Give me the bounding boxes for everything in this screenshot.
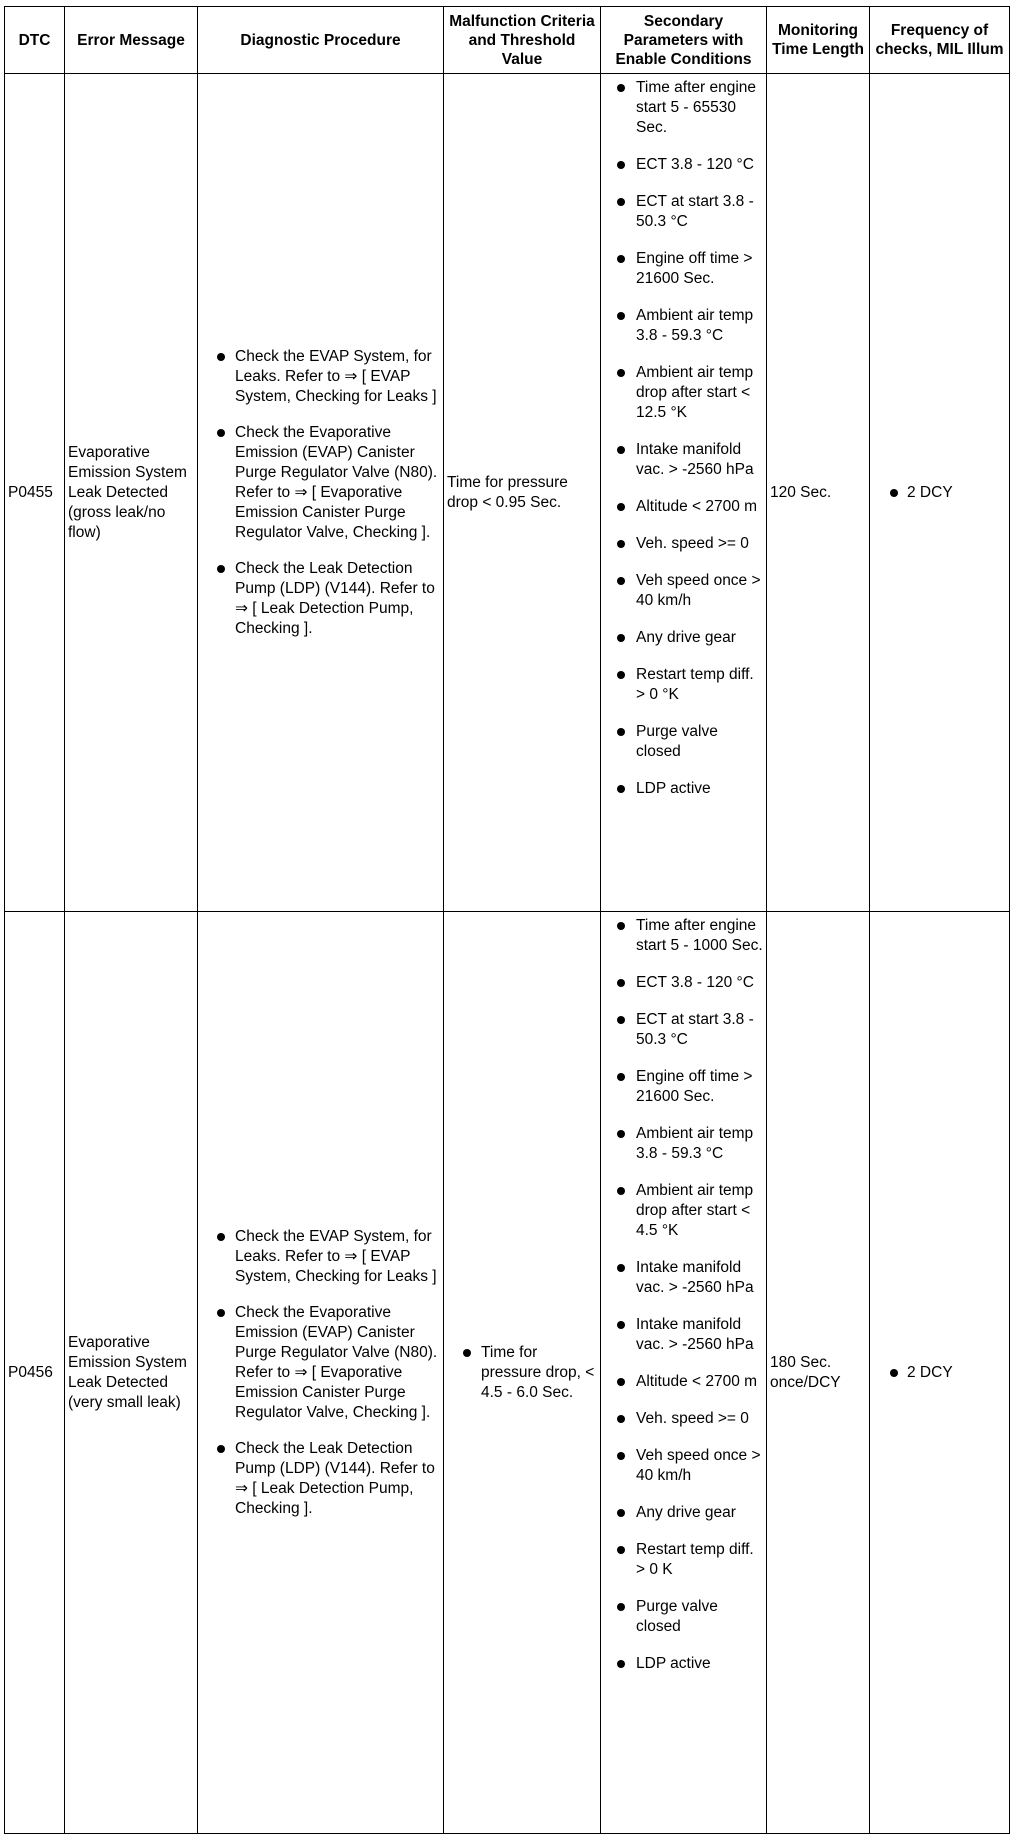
list-item: Veh speed once > 40 km/h [604, 1446, 763, 1486]
list-item: Any drive gear [604, 628, 763, 648]
diagnostic-procedure-list [201, 347, 440, 639]
diagnostic-procedure-list [201, 1227, 440, 1519]
diagnostic-procedure-cell [198, 912, 444, 1834]
list-item: Time for pressure drop < 0.95 Sec. [447, 473, 568, 511]
malfunction-criteria-cell [444, 74, 601, 912]
list-item: Restart temp diff. > 0 K [604, 1540, 763, 1580]
list-item: Veh speed once > 40 km/h [604, 571, 763, 611]
list-item: Check the Leak Detection Pump (LDP) (V144). Refer to ⇒ [ Leak Detection Pump, Checking ]. [201, 559, 440, 639]
list-item: Ambient air temp drop after start < 4.5 °K [604, 1181, 763, 1241]
diagnostic-procedure-cell [198, 74, 444, 912]
list-item: Time for pressure drop, < 4.5 - 6.0 Sec. [447, 1343, 597, 1403]
list-item: Check the EVAP System, for Leaks. Refer to ⇒ [ EVAP System, Checking for Leaks ] [201, 347, 440, 407]
list-item: Altitude < 2700 m [604, 1372, 763, 1392]
header-monitoring-time: Monitoring Time Length [767, 7, 870, 74]
monitoring-time: 180 Sec. once/DCY [767, 912, 870, 1834]
list-item: ECT 3.8 - 120 °C [604, 973, 763, 993]
list-item: Intake manifold vac. > -2560 hPa [604, 1315, 763, 1355]
secondary-parameters-list [604, 78, 763, 799]
list-item: Time after engine start 5 - 1000 Sec. [604, 916, 763, 956]
header-diagnostic-procedure: Diagnostic Procedure [198, 7, 444, 74]
list-item: Time after engine start 5 - 65530 Sec. [604, 78, 763, 138]
list-item: Ambient air temp 3.8 - 59.3 °C [604, 306, 763, 346]
header-dtc: DTC [5, 7, 65, 74]
table-row [5, 912, 1010, 1834]
list-item: LDP active [604, 1654, 763, 1674]
table-row [5, 74, 1010, 912]
list-item: Altitude < 2700 m [604, 497, 763, 517]
header-malfunction-criteria: Malfunction Criteria and Threshold Value [444, 7, 601, 74]
secondary-parameters-cell [601, 912, 767, 1834]
dtc-table [4, 6, 1010, 1834]
list-item: 2 DCY [873, 1363, 1006, 1383]
frequency-list [873, 483, 1006, 503]
list-item: LDP active [604, 779, 763, 799]
list-item: Engine off time > 21600 Sec. [604, 1067, 763, 1107]
malfunction-criteria-list [447, 473, 597, 513]
list-item: Ambient air temp drop after start < 12.5 °K [604, 363, 763, 423]
header-error-message: Error Message [65, 7, 198, 74]
list-item: Restart temp diff. > 0 °K [604, 665, 763, 705]
error-message: Evaporative Emission System Leak Detected (gross leak/no flow) [65, 74, 198, 912]
header-secondary-parameters: Secondary Parameters with Enable Conditions [601, 7, 767, 74]
list-item: Check the Leak Detection Pump (LDP) (V144). Refer to ⇒ [ Leak Detection Pump, Checking ]. [201, 1439, 440, 1519]
header-row [5, 7, 1010, 74]
list-item: Check the Evaporative Emission (EVAP) Canister Purge Regulator Valve (N80). Refer to ⇒ [ Evaporative Emission Canister Purge Regulator Valve, Checking ]. [201, 1303, 440, 1423]
list-item: ECT at start 3.8 - 50.3 °C [604, 1010, 763, 1050]
table-header [5, 7, 1010, 74]
list-item: Purge valve closed [604, 1597, 763, 1637]
table-body [5, 74, 1010, 1834]
list-item: Veh. speed >= 0 [604, 1409, 763, 1429]
list-item: Check the Evaporative Emission (EVAP) Canister Purge Regulator Valve (N80). Refer to ⇒ [ Evaporative Emission Canister Purge Regulator Valve, Checking ]. [201, 423, 440, 543]
frequency-cell [870, 74, 1010, 912]
list-item: Intake manifold vac. > -2560 hPa [604, 440, 763, 480]
monitoring-time: 120 Sec. [767, 74, 870, 912]
header-frequency: Frequency of checks, MIL Illum [870, 7, 1010, 74]
list-item: ECT at start 3.8 - 50.3 °C [604, 192, 763, 232]
list-item: Engine off time > 21600 Sec. [604, 249, 763, 289]
list-item: Intake manifold vac. > -2560 hPa [604, 1258, 763, 1298]
secondary-parameters-list [604, 916, 763, 1674]
malfunction-criteria-list [447, 1343, 597, 1403]
list-item: Any drive gear [604, 1503, 763, 1523]
frequency-cell [870, 912, 1010, 1834]
malfunction-criteria-cell [444, 912, 601, 1834]
list-item: Check the EVAP System, for Leaks. Refer to ⇒ [ EVAP System, Checking for Leaks ] [201, 1227, 440, 1287]
dtc-code: P0456 [5, 912, 65, 1834]
list-item: Ambient air temp 3.8 - 59.3 °C [604, 1124, 763, 1164]
list-item: 2 DCY [873, 483, 1006, 503]
error-message: Evaporative Emission System Leak Detected (very small leak) [65, 912, 198, 1834]
secondary-parameters-cell [601, 74, 767, 912]
dtc-code: P0455 [5, 74, 65, 912]
list-item: Purge valve closed [604, 722, 763, 762]
list-item: Veh. speed >= 0 [604, 534, 763, 554]
list-item: ECT 3.8 - 120 °C [604, 155, 763, 175]
frequency-list [873, 1363, 1006, 1383]
